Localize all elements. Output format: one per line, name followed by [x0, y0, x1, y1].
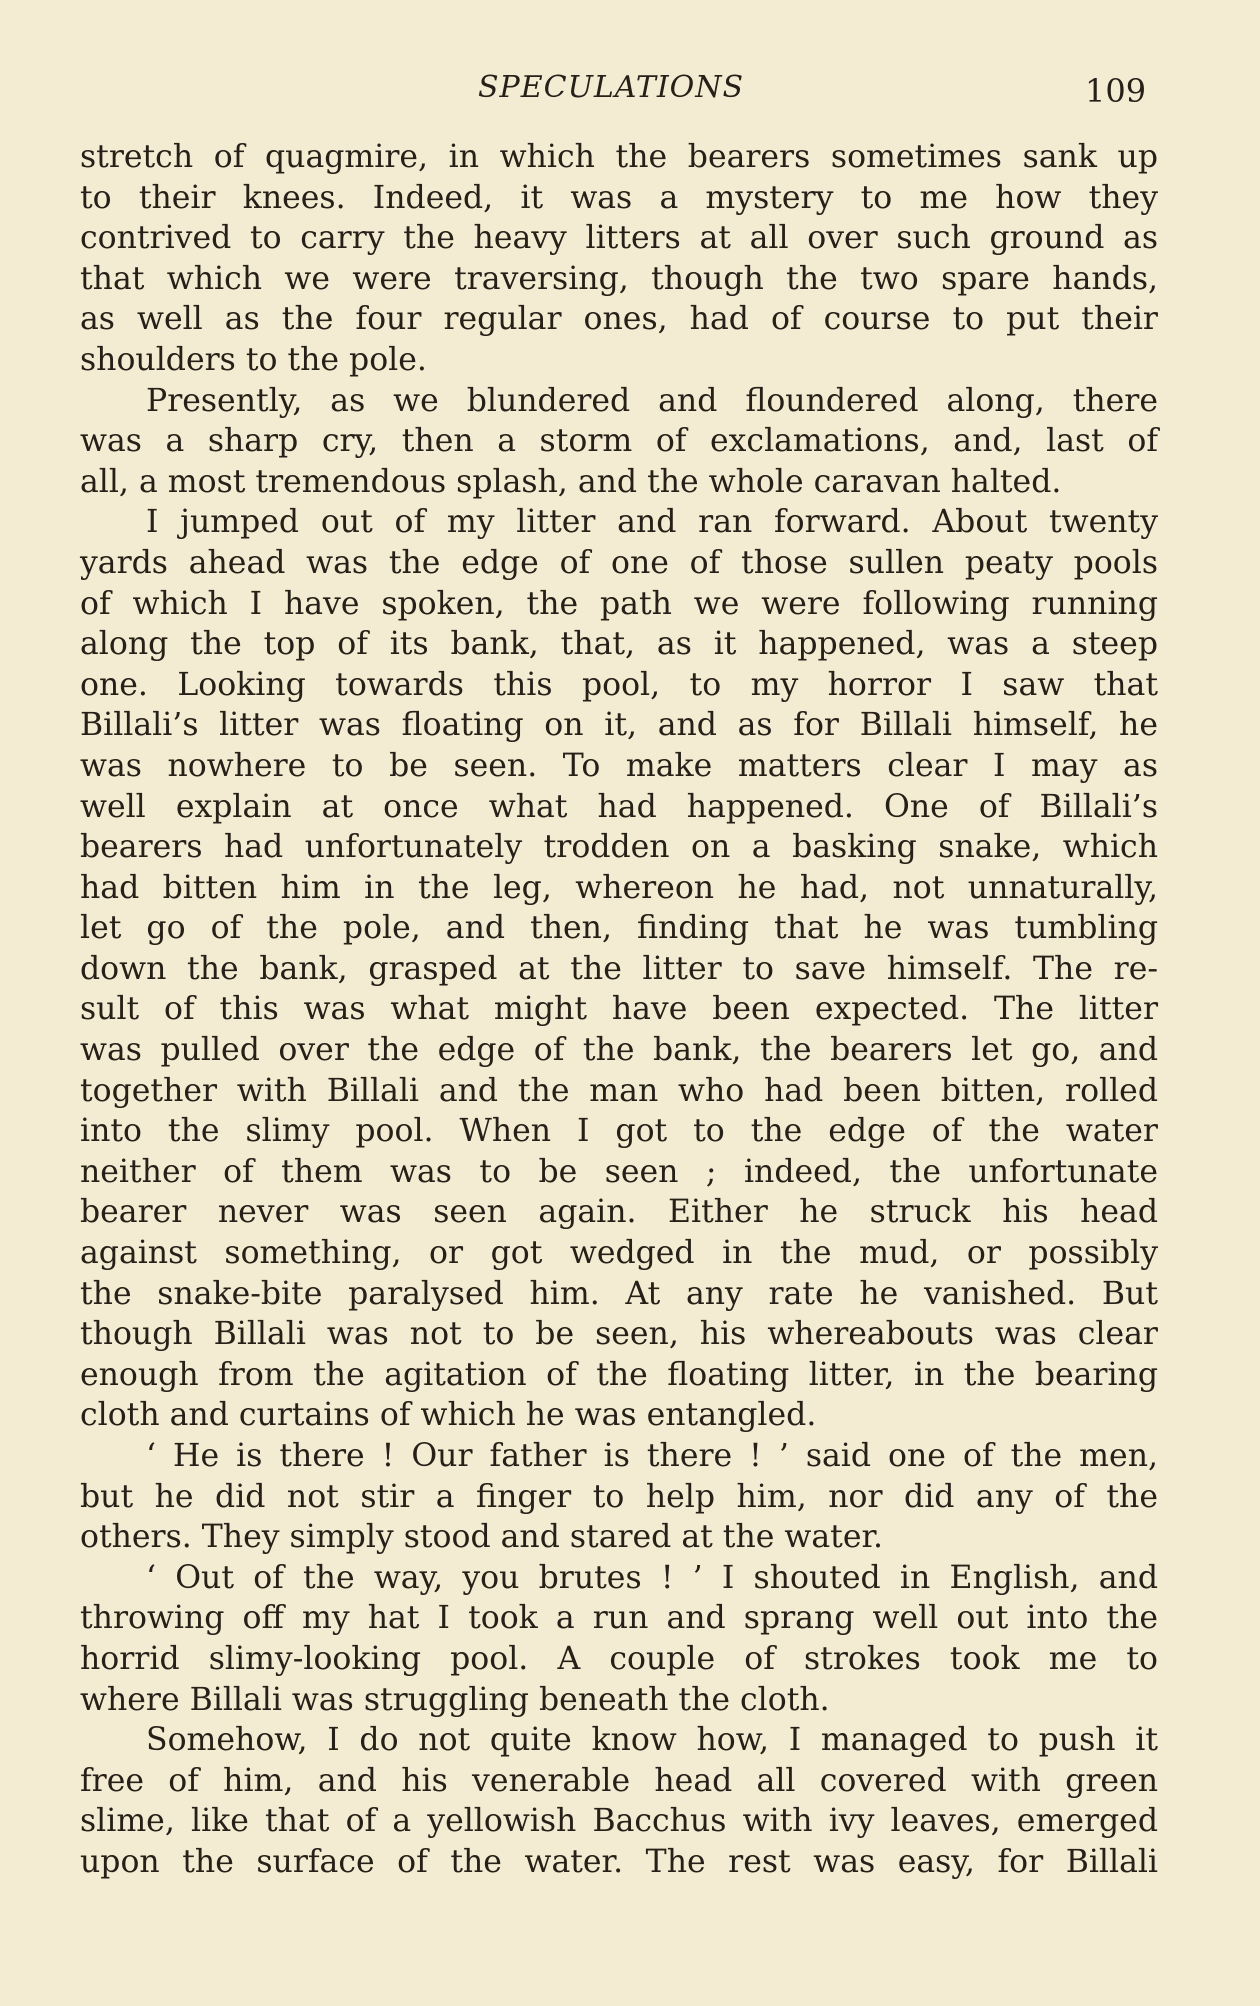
text-line: upon the surface of the water. The rest was easy, for Billali — [80, 1843, 1158, 1880]
text-line: Somehow, I do not quite know how, I managed to push it — [146, 1722, 1158, 1759]
text-line: throwing off my hat I took a run and sprang well out into the — [80, 1600, 1158, 1637]
running-title: SPECULATIONS — [478, 70, 745, 105]
running-head — [0, 70, 1260, 120]
page-number: 109 — [1085, 72, 1147, 110]
text-line: ‘ He is there ! Our father is there ! ’ said one of the men, — [146, 1438, 1158, 1474]
text-line: others. They simply stood and stared at the water. — [80, 1519, 884, 1556]
text-line: sult of this was what might have been expected. The litter — [80, 991, 1158, 1028]
text-line: as well as the four regular ones, had of course to put their — [80, 301, 1158, 338]
text-line: shoulders to the pole. — [80, 341, 427, 378]
text-line: along the top of its bank, that, as it happened, was a steep — [80, 626, 1158, 663]
text-line: well explain at once what had happened. One of Billali’s — [80, 788, 1158, 825]
text-line: enough from the agitation of the floating litter, in the bearing — [80, 1356, 1158, 1393]
text-line: horrid slimy-looking pool. A couple of strokes took me to — [80, 1640, 1158, 1677]
text-line: free of him, and his venerable head all covered with green — [80, 1762, 1158, 1799]
text-line: stretch of quagmire, in which the bearers sometimes sank up — [80, 139, 1158, 175]
text-line: one. Looking towards this pool, to my horror I saw that — [80, 666, 1158, 703]
text-line: Presently, as we blundered and floundered along, there — [146, 382, 1158, 419]
text-line: into the slimy pool. When I got to the edge of the water — [80, 1113, 1158, 1150]
text-line: the snake-bite paralysed him. At any rate he vanished. But — [80, 1275, 1158, 1312]
text-line: to their knees. Indeed, it was a mystery to me how they — [80, 179, 1158, 216]
text-line: cloth and curtains of which he was entangled. — [80, 1397, 817, 1434]
text-line: Billali’s litter was floating on it, and as for Billali himself, he — [80, 707, 1158, 744]
text-line: let go of the pole, and then, finding that he was tumbling — [80, 910, 1158, 947]
text-line: had bitten him in the leg, whereon he had, not unnaturally, — [80, 869, 1158, 906]
text-line: against something, or got wedged in the mud, or possibly — [80, 1235, 1158, 1272]
text-line: was nowhere to be seen. To make matters clear I may as — [80, 747, 1158, 784]
text-line: ‘ Out of the way, you brutes ! ’ I shouted in English, and — [146, 1559, 1158, 1596]
text-line: neither of them was to be seen ; indeed, the unfortunate — [80, 1153, 1158, 1190]
text-line: but he did not stir a finger to help him, nor did any of the — [80, 1478, 1158, 1515]
text-line: together with Billali and the man who had been bitten, rolled — [80, 1072, 1158, 1109]
text-line: all, a most tremendous splash, and the whole caravan halted. — [80, 463, 1062, 500]
text-line: yards ahead was the edge of one of those sullen peaty pools — [80, 544, 1158, 581]
text-line: of which I have spoken, the path we were following running — [80, 585, 1158, 622]
body-text — [80, 137, 1158, 1883]
text-line: though Billali was not to be seen, his whereabouts was clear — [80, 1316, 1158, 1353]
text-line: down the bank, grasped at the litter to save himself. The re- — [80, 950, 1158, 987]
text-line: bearer never was seen again. Either he struck his head — [80, 1194, 1158, 1231]
text-line: was a sharp cry, then a storm of exclamations, and, last of — [80, 423, 1158, 460]
text-line: that which we were traversing, though the two spare hands, — [80, 260, 1158, 297]
text-line: contrived to carry the heavy litters at all over such ground as — [80, 220, 1158, 257]
text-line: I jumped out of my litter and ran forward. About twenty — [146, 504, 1158, 541]
text-line: slime, like that of a yellowish Bacchus with ivy leaves, emerged — [80, 1803, 1158, 1840]
text-line: was pulled over the edge of the bank, the bearers let go, and — [80, 1032, 1158, 1069]
text-line: where Billali was struggling beneath the cloth. — [80, 1681, 830, 1718]
text-line: bearers had unfortunately trodden on a basking snake, which — [80, 829, 1158, 866]
